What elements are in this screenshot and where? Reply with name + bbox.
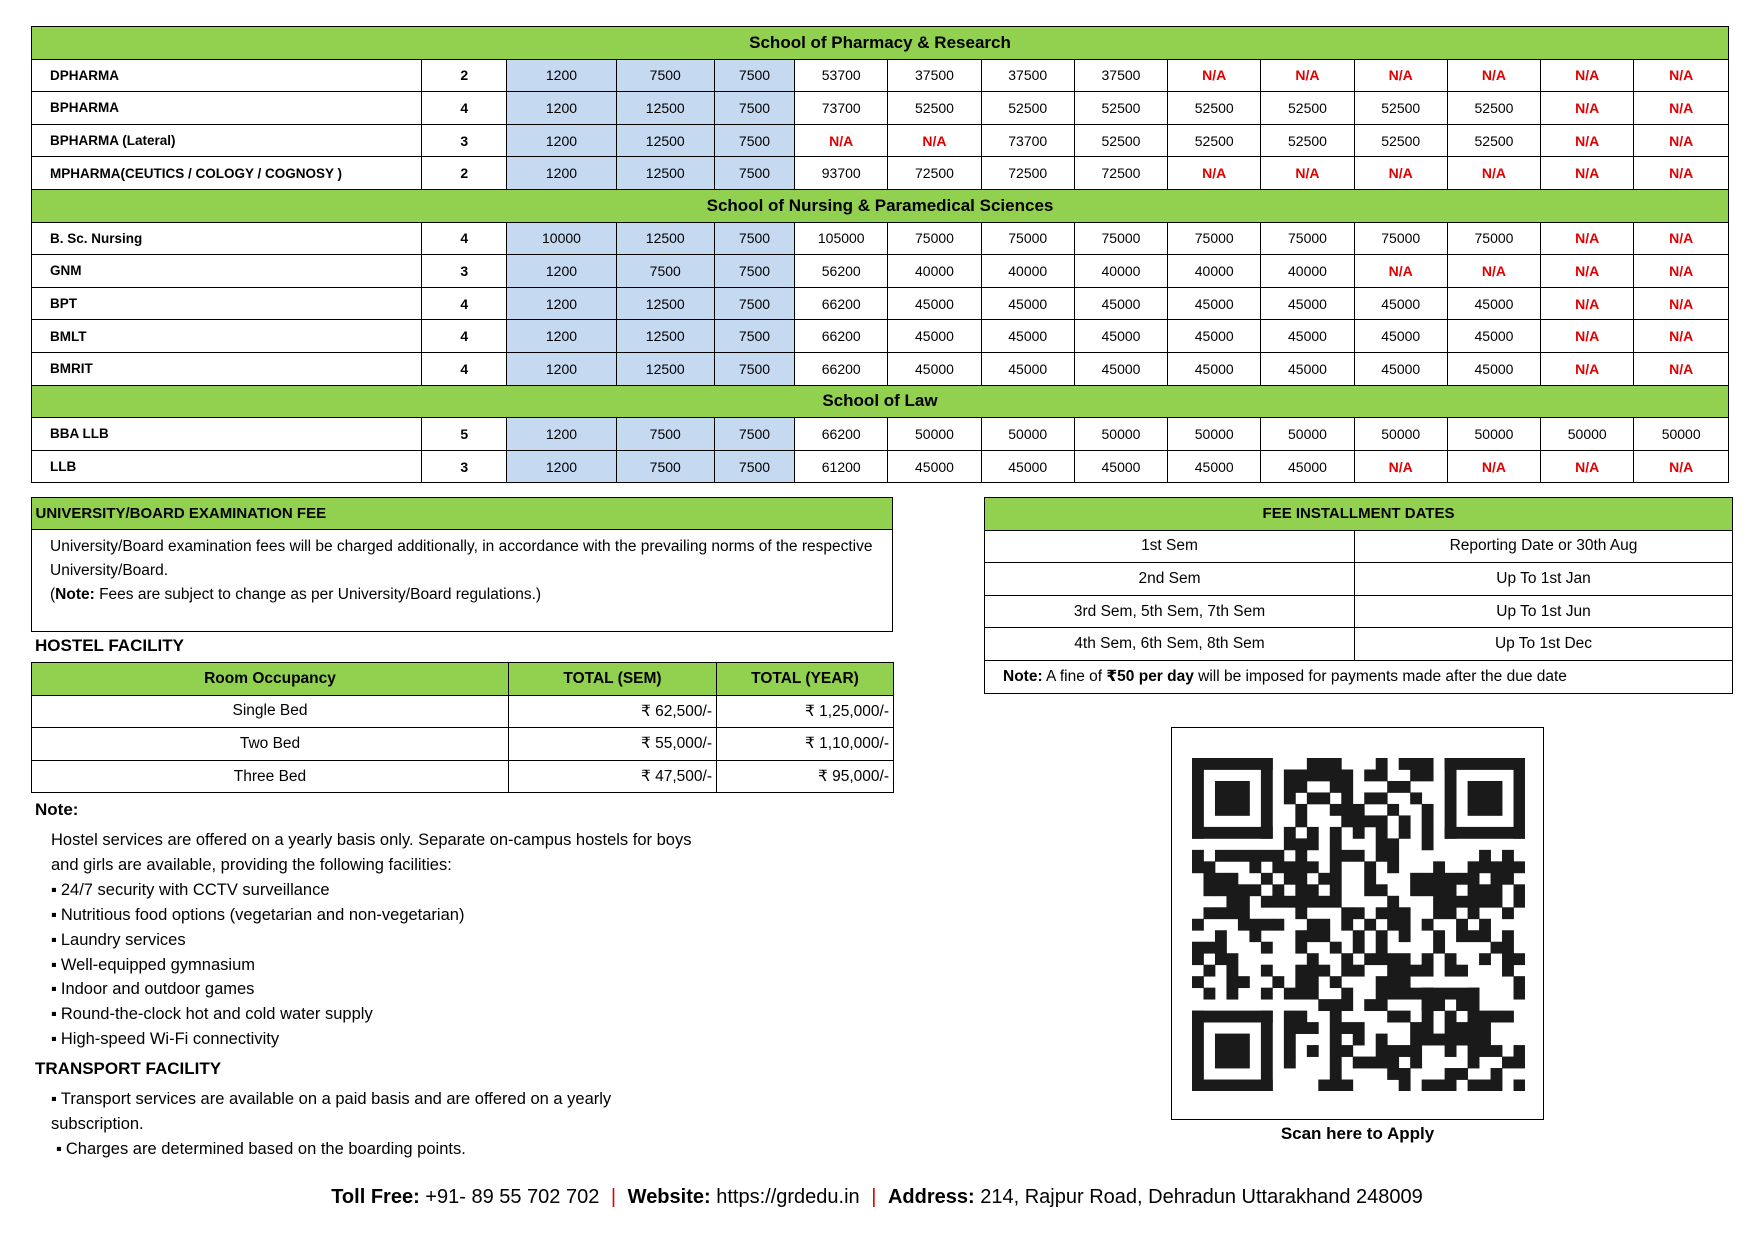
fee-cell: 40000 bbox=[981, 255, 1074, 288]
exam-fee-note: (Note: Fees are subject to change as per University/Board regulations.) bbox=[50, 586, 542, 603]
course-name: MPHARMA(CEUTICS / COLOGY / COGNOSY ) bbox=[32, 157, 422, 190]
fee-cell: 66200 bbox=[795, 352, 888, 385]
hostel-header-year: TOTAL (YEAR) bbox=[717, 663, 894, 696]
course-duration: 3 bbox=[422, 450, 507, 483]
fee-cell: N/A bbox=[1354, 255, 1447, 288]
fee-cell: N/A bbox=[1634, 255, 1729, 288]
fee-cell: 7500 bbox=[714, 450, 794, 483]
fee-cell: 52500 bbox=[1168, 124, 1261, 157]
fee-cell: 12500 bbox=[616, 92, 714, 125]
fee-cell: 12500 bbox=[616, 287, 714, 320]
fee-cell: N/A bbox=[1447, 450, 1540, 483]
course-duration: 5 bbox=[422, 418, 507, 451]
hostel-facility-item: ▪ Round-the-clock hot and cold water supply bbox=[51, 1002, 711, 1027]
fee-cell: 50000 bbox=[1168, 418, 1261, 451]
fee-cell: 7500 bbox=[714, 418, 794, 451]
fee-cell: 45000 bbox=[981, 287, 1074, 320]
installment-note-label: Note: bbox=[1003, 668, 1043, 686]
fee-cell: N/A bbox=[1354, 450, 1447, 483]
fee-cell: 45000 bbox=[1447, 287, 1540, 320]
hostel-facility-item: ▪ High-speed Wi-Fi connectivity bbox=[51, 1027, 711, 1052]
section-header-row bbox=[32, 27, 1729, 60]
fee-cell: 50000 bbox=[1354, 418, 1447, 451]
installment-note-pre: A fine of bbox=[1042, 668, 1107, 686]
course-row bbox=[32, 418, 1729, 451]
fee-cell: 7500 bbox=[714, 255, 794, 288]
fee-cell: 40000 bbox=[1168, 255, 1261, 288]
fee-cell: 45000 bbox=[888, 320, 981, 353]
fee-cell: 7500 bbox=[714, 157, 794, 190]
exam-fee-box bbox=[31, 497, 893, 632]
fee-cell: N/A bbox=[1261, 59, 1354, 92]
installment-header-row bbox=[985, 498, 1733, 531]
section-header-row bbox=[32, 189, 1729, 222]
fee-cell: 1200 bbox=[507, 59, 616, 92]
fee-cell: 50000 bbox=[1074, 418, 1167, 451]
course-row bbox=[32, 255, 1729, 288]
fee-cell: N/A bbox=[1168, 59, 1261, 92]
fee-cell: 1200 bbox=[507, 352, 616, 385]
fee-cell: N/A bbox=[1541, 352, 1634, 385]
fee-cell: N/A bbox=[1354, 157, 1447, 190]
fee-cell: 45000 bbox=[1354, 287, 1447, 320]
fee-cell: 72500 bbox=[888, 157, 981, 190]
hostel-row bbox=[32, 760, 894, 793]
fee-cell: N/A bbox=[1541, 222, 1634, 255]
hostel-table-body bbox=[32, 663, 894, 793]
fee-cell: 75000 bbox=[981, 222, 1074, 255]
installment-note bbox=[985, 660, 1733, 693]
fee-cell: N/A bbox=[1634, 450, 1729, 483]
hostel-row bbox=[32, 695, 894, 728]
course-row bbox=[32, 157, 1729, 190]
fee-cell: 45000 bbox=[981, 320, 1074, 353]
hostel-facility-item: ▪ Well-equipped gymnasium bbox=[51, 953, 711, 978]
fee-cell: N/A bbox=[1634, 124, 1729, 157]
fee-cell: 12500 bbox=[616, 320, 714, 353]
fee-cell: N/A bbox=[1634, 320, 1729, 353]
fee-cell: 7500 bbox=[714, 222, 794, 255]
fee-cell: 1200 bbox=[507, 320, 616, 353]
exam-fee-note-label: Note: bbox=[55, 586, 95, 603]
transport-line-2: ▪ Charges are determined based on the boarding points. bbox=[51, 1137, 691, 1162]
course-duration: 4 bbox=[422, 320, 507, 353]
fee-cell: 72500 bbox=[1074, 157, 1167, 190]
installment-semester: 3rd Sem, 5th Sem, 7th Sem bbox=[985, 595, 1355, 628]
hostel-intro: Hostel services are offered on a yearly basis only. Separate on-campus hostels for boys and girls are available, providing the following facilities: bbox=[51, 831, 692, 874]
course-row bbox=[32, 59, 1729, 92]
course-name: BPHARMA (Lateral) bbox=[32, 124, 422, 157]
fee-cell: 52500 bbox=[1447, 92, 1540, 125]
hostel-title: HOSTEL FACILITY bbox=[35, 636, 184, 655]
installment-row bbox=[985, 595, 1733, 628]
hostel-facility-item: ▪ Laundry services bbox=[51, 928, 711, 953]
exam-fee-body bbox=[50, 535, 878, 607]
hostel-note-title: Note: bbox=[35, 800, 79, 819]
fee-cell: 37500 bbox=[1074, 59, 1167, 92]
course-duration: 4 bbox=[422, 222, 507, 255]
fee-cell: 52500 bbox=[1354, 92, 1447, 125]
fee-cell: 12500 bbox=[616, 124, 714, 157]
fee-cell: 53700 bbox=[795, 59, 888, 92]
course-row bbox=[32, 287, 1729, 320]
course-name: BPT bbox=[32, 287, 422, 320]
installment-table-body bbox=[985, 498, 1733, 694]
course-name: LLB bbox=[32, 450, 422, 483]
hostel-note-body bbox=[51, 828, 711, 1052]
installment-row bbox=[985, 530, 1733, 563]
hostel-room-type: Three Bed bbox=[32, 760, 509, 793]
course-row bbox=[32, 320, 1729, 353]
fee-cell: 105000 bbox=[795, 222, 888, 255]
fee-cell: 45000 bbox=[888, 287, 981, 320]
fee-cell: 1200 bbox=[507, 92, 616, 125]
fee-cell: N/A bbox=[795, 124, 888, 157]
transport-body bbox=[51, 1087, 691, 1162]
fee-cell: N/A bbox=[1541, 157, 1634, 190]
hostel-sem-total: ₹ 55,000/- bbox=[509, 728, 717, 761]
fee-cell: 45000 bbox=[1261, 287, 1354, 320]
fee-cell: 45000 bbox=[1261, 352, 1354, 385]
fee-cell: N/A bbox=[888, 124, 981, 157]
fee-cell: 7500 bbox=[616, 255, 714, 288]
fee-cell: 75000 bbox=[1168, 222, 1261, 255]
fee-cell: N/A bbox=[1541, 450, 1634, 483]
address-text: 214, Rajpur Road, Dehradun Uttarakhand 248009 bbox=[980, 1186, 1423, 1208]
section-header-row bbox=[32, 385, 1729, 418]
course-duration: 2 bbox=[422, 59, 507, 92]
fee-cell: 7500 bbox=[714, 287, 794, 320]
fee-cell: 45000 bbox=[1168, 287, 1261, 320]
transport-line-1: ▪ Transport services are available on a paid basis and are offered on a yearly subscription. bbox=[51, 1087, 691, 1137]
hostel-header-room: Room Occupancy bbox=[32, 663, 509, 696]
fee-cell: N/A bbox=[1541, 124, 1634, 157]
fee-cell: 45000 bbox=[1354, 352, 1447, 385]
installment-row bbox=[985, 628, 1733, 661]
fee-cell: 7500 bbox=[616, 418, 714, 451]
course-name: BMLT bbox=[32, 320, 422, 353]
fee-cell: 45000 bbox=[1168, 352, 1261, 385]
fee-cell: 50000 bbox=[1447, 418, 1540, 451]
fee-cell: 45000 bbox=[1354, 320, 1447, 353]
fee-cell: 52500 bbox=[1168, 92, 1261, 125]
fee-cell: 50000 bbox=[1261, 418, 1354, 451]
toll-free-number[interactable]: +91- 89 55 702 702 bbox=[425, 1186, 600, 1208]
course-duration: 3 bbox=[422, 124, 507, 157]
fee-cell: 7500 bbox=[714, 320, 794, 353]
fee-cell: 45000 bbox=[1168, 320, 1261, 353]
qr-caption: Scan here to Apply bbox=[1280, 1124, 1435, 1143]
fee-cell: 45000 bbox=[981, 352, 1074, 385]
section-title: School of Law bbox=[32, 385, 1729, 418]
fee-cell: 45000 bbox=[1168, 450, 1261, 483]
course-name: BPHARMA bbox=[32, 92, 422, 125]
fee-cell: 50000 bbox=[981, 418, 1074, 451]
fee-cell: 7500 bbox=[714, 124, 794, 157]
fee-cell: 75000 bbox=[1261, 222, 1354, 255]
fee-cell: N/A bbox=[1261, 157, 1354, 190]
hostel-year-total: ₹ 1,25,000/- bbox=[717, 695, 894, 728]
hostel-year-total: ₹ 1,10,000/- bbox=[717, 728, 894, 761]
footer-separator: | bbox=[610, 1186, 617, 1208]
fee-cell: N/A bbox=[1541, 92, 1634, 125]
fee-cell: 66200 bbox=[795, 287, 888, 320]
fee-cell: 1200 bbox=[507, 450, 616, 483]
fee-cell: 37500 bbox=[981, 59, 1074, 92]
fee-cell: 50000 bbox=[888, 418, 981, 451]
website-link[interactable]: https://grdedu.in bbox=[716, 1186, 860, 1208]
fee-cell: 72500 bbox=[981, 157, 1074, 190]
address-label: Address: bbox=[887, 1186, 975, 1208]
course-duration: 4 bbox=[422, 287, 507, 320]
fee-cell: 45000 bbox=[981, 450, 1074, 483]
fee-cell: 1200 bbox=[507, 157, 616, 190]
hostel-sem-total: ₹ 62,500/- bbox=[509, 695, 717, 728]
fee-cell: 61200 bbox=[795, 450, 888, 483]
fee-cell: 40000 bbox=[1074, 255, 1167, 288]
qr-frame bbox=[1171, 727, 1544, 1120]
installment-semester: 2nd Sem bbox=[985, 563, 1355, 596]
installment-date: Reporting Date or 30th Aug bbox=[1355, 530, 1733, 563]
fee-cell: 12500 bbox=[616, 222, 714, 255]
installment-semester: 4th Sem, 6th Sem, 8th Sem bbox=[985, 628, 1355, 661]
course-name: BMRIT bbox=[32, 352, 422, 385]
fee-cell: 45000 bbox=[1074, 450, 1167, 483]
fee-cell: 50000 bbox=[1634, 418, 1729, 451]
fee-cell: N/A bbox=[1354, 59, 1447, 92]
hostel-facility-item: ▪ 24/7 security with CCTV surveillance bbox=[51, 878, 711, 903]
toll-free-label: Toll Free: bbox=[331, 1186, 420, 1208]
installment-date: Up To 1st Dec bbox=[1355, 628, 1733, 661]
fee-cell: 75000 bbox=[1074, 222, 1167, 255]
hostel-table bbox=[31, 662, 894, 793]
fee-cell: 52500 bbox=[1074, 124, 1167, 157]
fee-cell: 45000 bbox=[1447, 320, 1540, 353]
fee-cell: 52500 bbox=[1261, 124, 1354, 157]
fee-cell: 45000 bbox=[1074, 287, 1167, 320]
transport-title: TRANSPORT FACILITY bbox=[35, 1059, 222, 1078]
hostel-header-sem: TOTAL (SEM) bbox=[509, 663, 717, 696]
exam-fee-title: UNIVERSITY/BOARD EXAMINATION FEE bbox=[31, 497, 893, 530]
fee-cell: 75000 bbox=[1447, 222, 1540, 255]
exam-fee-text: University/Board examination fees will be charged additionally, in accordance with the prevailing norms of the respective University/Board. bbox=[50, 538, 873, 579]
fee-cell: 37500 bbox=[888, 59, 981, 92]
fee-cell: N/A bbox=[1634, 59, 1729, 92]
installment-note-fine: ₹50 per day bbox=[1106, 668, 1194, 686]
fee-cell: 45000 bbox=[1447, 352, 1540, 385]
course-duration: 3 bbox=[422, 255, 507, 288]
fee-cell: 10000 bbox=[507, 222, 616, 255]
fee-cell: N/A bbox=[1634, 222, 1729, 255]
fee-cell: 1200 bbox=[507, 124, 616, 157]
fee-cell: 45000 bbox=[1261, 320, 1354, 353]
section-title: School of Nursing & Paramedical Sciences bbox=[32, 189, 1729, 222]
fee-cell: 45000 bbox=[1074, 320, 1167, 353]
course-duration: 4 bbox=[422, 352, 507, 385]
installment-title: FEE INSTALLMENT DATES bbox=[985, 498, 1733, 531]
fee-cell: 7500 bbox=[714, 92, 794, 125]
fee-cell: N/A bbox=[1541, 59, 1634, 92]
course-name: BBA LLB bbox=[32, 418, 422, 451]
fee-cell: 66200 bbox=[795, 320, 888, 353]
fee-cell: 12500 bbox=[616, 352, 714, 385]
fee-cell: 66200 bbox=[795, 418, 888, 451]
course-duration: 2 bbox=[422, 157, 507, 190]
installment-note-row bbox=[985, 660, 1733, 693]
fee-cell: 50000 bbox=[1541, 418, 1634, 451]
fee-cell: 52500 bbox=[888, 92, 981, 125]
hostel-facility-list bbox=[51, 878, 711, 1052]
fee-cell: 52500 bbox=[1447, 124, 1540, 157]
fee-cell: N/A bbox=[1168, 157, 1261, 190]
fee-cell: 40000 bbox=[1261, 255, 1354, 288]
course-row bbox=[32, 222, 1729, 255]
section-title: School of Pharmacy & Research bbox=[32, 27, 1729, 60]
fee-structure-table bbox=[31, 26, 1729, 483]
course-row bbox=[32, 450, 1729, 483]
fee-cell: N/A bbox=[1634, 92, 1729, 125]
fee-cell: 7500 bbox=[616, 450, 714, 483]
website-label: Website: bbox=[627, 1186, 711, 1208]
fee-cell: 75000 bbox=[1354, 222, 1447, 255]
fee-cell: N/A bbox=[1447, 59, 1540, 92]
fee-cell: 52500 bbox=[1354, 124, 1447, 157]
qr-code-icon[interactable] bbox=[1192, 758, 1525, 1091]
fee-cell: N/A bbox=[1541, 287, 1634, 320]
fee-cell: 1200 bbox=[507, 418, 616, 451]
hostel-room-type: Two Bed bbox=[32, 728, 509, 761]
hostel-year-total: ₹ 95,000/- bbox=[717, 760, 894, 793]
fee-cell: 75000 bbox=[888, 222, 981, 255]
fee-cell: N/A bbox=[1541, 255, 1634, 288]
hostel-sem-total: ₹ 47,500/- bbox=[509, 760, 717, 793]
fee-cell: 52500 bbox=[1074, 92, 1167, 125]
fee-cell: 73700 bbox=[795, 92, 888, 125]
fee-cell: N/A bbox=[1541, 320, 1634, 353]
course-row bbox=[32, 124, 1729, 157]
exam-fee-note-text: Fees are subject to change as per University/Board regulations.) bbox=[94, 586, 542, 603]
installment-semester: 1st Sem bbox=[985, 530, 1355, 563]
hostel-facility-item: ▪ Nutritious food options (vegetarian and non-vegetarian) bbox=[51, 903, 711, 928]
fee-cell: 45000 bbox=[1074, 352, 1167, 385]
fee-cell: 45000 bbox=[1261, 450, 1354, 483]
fee-cell: 1200 bbox=[507, 255, 616, 288]
fee-cell: N/A bbox=[1447, 255, 1540, 288]
fee-cell: 7500 bbox=[616, 59, 714, 92]
hostel-header-row bbox=[32, 663, 894, 696]
fee-cell: 45000 bbox=[888, 352, 981, 385]
hostel-room-type: Single Bed bbox=[32, 695, 509, 728]
installment-table bbox=[984, 497, 1733, 694]
fee-cell: 7500 bbox=[714, 352, 794, 385]
fee-cell: 56200 bbox=[795, 255, 888, 288]
hostel-facility-item: ▪ Indoor and outdoor games bbox=[51, 977, 711, 1002]
installment-row bbox=[985, 563, 1733, 596]
footer-separator: | bbox=[871, 1186, 877, 1208]
course-duration: 4 bbox=[422, 92, 507, 125]
course-row bbox=[32, 92, 1729, 125]
hostel-row bbox=[32, 728, 894, 761]
fee-cell: N/A bbox=[1634, 157, 1729, 190]
fee-cell: N/A bbox=[1447, 157, 1540, 190]
fee-cell: 7500 bbox=[714, 59, 794, 92]
fee-cell: 93700 bbox=[795, 157, 888, 190]
installment-note-post: will be imposed for payments made after the due date bbox=[1193, 668, 1567, 686]
fee-cell: 12500 bbox=[616, 157, 714, 190]
fee-cell: 73700 bbox=[981, 124, 1074, 157]
installment-date: Up To 1st Jan bbox=[1355, 563, 1733, 596]
fee-cell: 52500 bbox=[981, 92, 1074, 125]
fee-table-body bbox=[32, 27, 1729, 483]
footer-contact bbox=[0, 1186, 1754, 1209]
course-row bbox=[32, 352, 1729, 385]
fee-cell: 1200 bbox=[507, 287, 616, 320]
course-name: GNM bbox=[32, 255, 422, 288]
course-name: B. Sc. Nursing bbox=[32, 222, 422, 255]
installment-date: Up To 1st Jun bbox=[1355, 595, 1733, 628]
fee-cell: N/A bbox=[1634, 352, 1729, 385]
fee-cell: N/A bbox=[1634, 287, 1729, 320]
fee-cell: 40000 bbox=[888, 255, 981, 288]
fee-cell: 45000 bbox=[888, 450, 981, 483]
course-name: DPHARMA bbox=[32, 59, 422, 92]
fee-cell: 52500 bbox=[1261, 92, 1354, 125]
